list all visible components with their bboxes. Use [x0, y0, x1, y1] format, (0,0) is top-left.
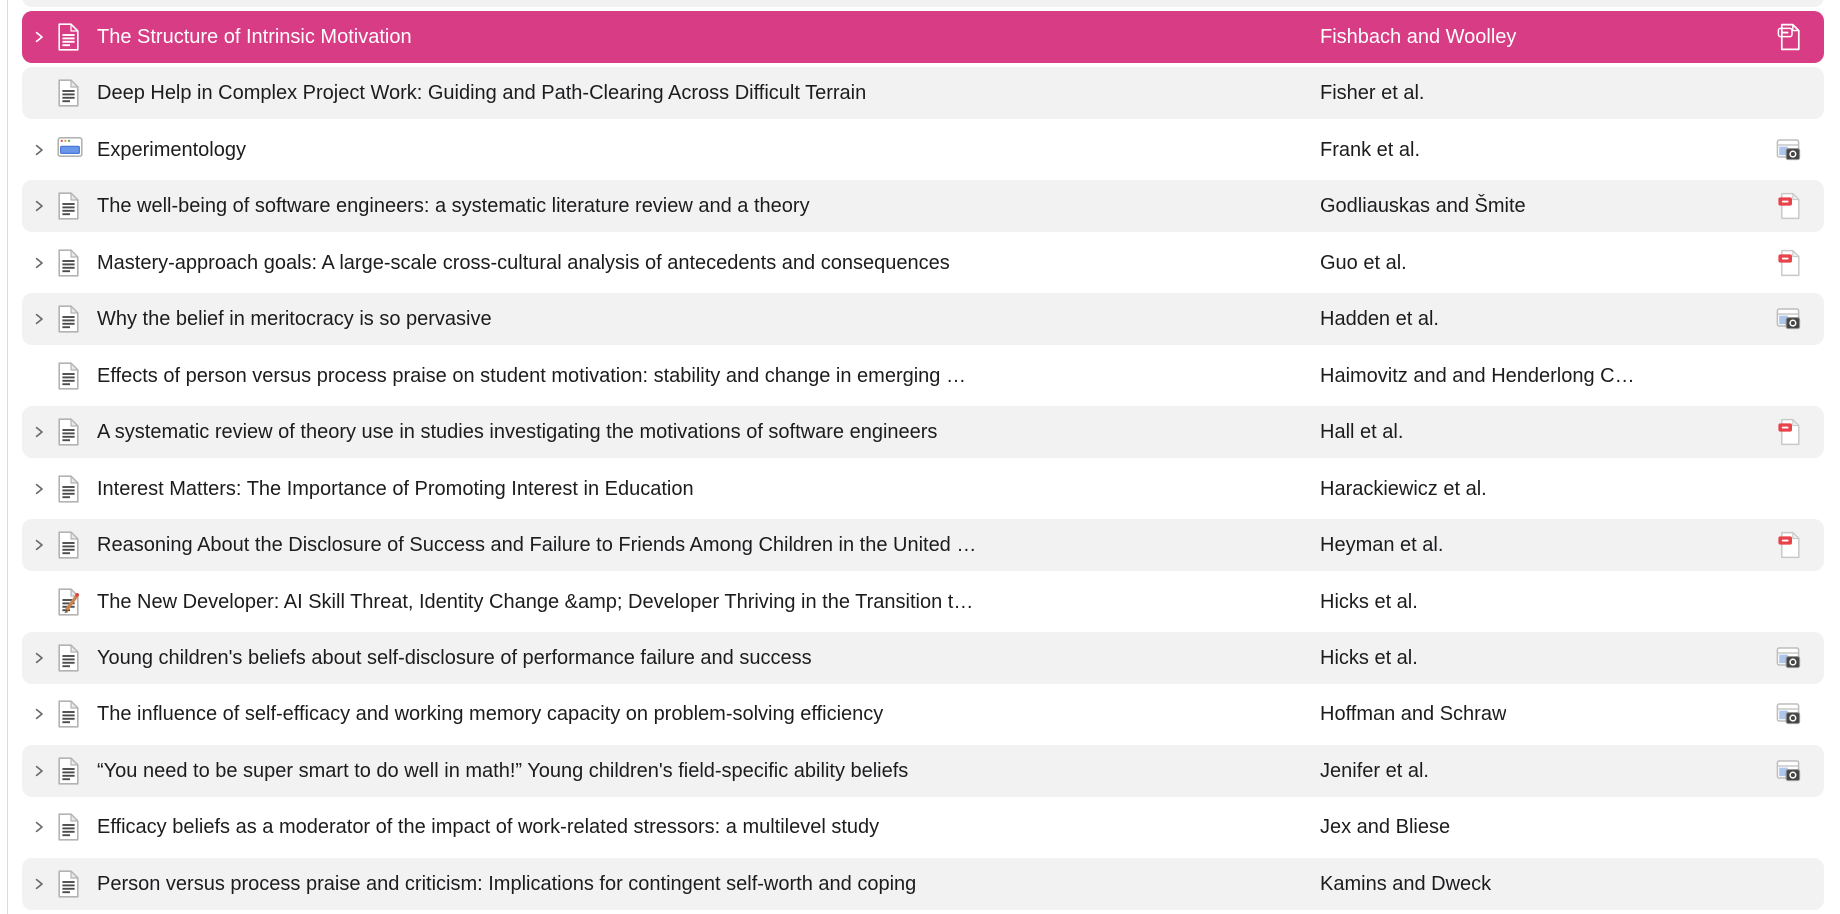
no-attachment: [1774, 858, 1804, 910]
item-title: Efficacy beliefs as a moderator of the impact of work-related stressors: a multilevel study: [97, 816, 880, 839]
chevron-right-icon[interactable]: [32, 820, 46, 834]
preprint-icon: [57, 588, 83, 616]
article-icon: [57, 475, 83, 503]
article-icon: [57, 757, 83, 785]
chevron-right-icon[interactable]: [32, 312, 46, 326]
no-attachment: [1774, 576, 1804, 628]
no-attachment: [1774, 67, 1804, 119]
item-row[interactable]: [22, 124, 1824, 176]
snapshot-attachment-icon: [1774, 124, 1804, 176]
chevron-right-icon[interactable]: [32, 199, 46, 213]
item-title: Why the belief in meritocracy is so pervasive: [97, 308, 492, 331]
item-creator: Fisher et al.: [1320, 82, 1425, 105]
item-creator: Haimovitz and and Henderlong C…: [1320, 364, 1635, 387]
item-row[interactable]: [22, 293, 1824, 345]
item-creator: Frank et al.: [1320, 138, 1421, 161]
item-title: Young children's beliefs about self-disclosure of performance failure and success: [97, 646, 812, 669]
item-title: Deep Help in Complex Project Work: Guiding and Path-Clearing Across Difficult Terrain: [97, 82, 867, 105]
article-icon: [57, 192, 83, 220]
article-icon: [57, 531, 83, 559]
item-title: Interest Matters: The Importance of Promoting Interest in Education: [97, 477, 694, 500]
item-title: The Structure of Intrinsic Motivation: [97, 26, 412, 48]
item-title: Effects of person versus process praise on student motivation: stability and change in emerging …: [97, 364, 966, 387]
article-icon: [57, 644, 83, 672]
pdf-attachment-icon: [1774, 237, 1804, 289]
item-creator: Heyman et al.: [1320, 534, 1444, 557]
article-icon: [57, 249, 83, 277]
article-icon: [57, 813, 83, 841]
snapshot-attachment-icon: [1774, 293, 1804, 345]
no-attachment: [1774, 801, 1804, 853]
article-icon: [57, 23, 83, 51]
chevron-right-icon[interactable]: [32, 764, 46, 778]
item-row[interactable]: [22, 350, 1824, 402]
chevron-right-icon[interactable]: [32, 482, 46, 496]
item-title: A systematic review of theory use in studies investigating the motivations of software engineers: [97, 421, 938, 444]
item-creator: Hicks et al.: [1320, 646, 1418, 669]
item-creator: Hall et al.: [1320, 421, 1404, 444]
item-row[interactable]: [22, 688, 1824, 740]
item-row[interactable]: [22, 237, 1824, 289]
item-title: The well-being of software engineers: a systematic literature review and a theory: [97, 195, 810, 218]
item-creator: Fishbach and Woolley: [1320, 26, 1517, 48]
item-creator: Jex and Bliese: [1320, 816, 1451, 839]
item-creator: Jenifer et al.: [1320, 759, 1429, 782]
item-creator: Kamins and Dweck: [1320, 872, 1492, 895]
item-row[interactable]: [22, 801, 1824, 853]
article-icon: [57, 418, 83, 446]
item-creator: Guo et al.: [1320, 251, 1407, 274]
item-row[interactable]: [22, 11, 1824, 63]
pdf-attachment-icon: [1774, 11, 1804, 63]
item-row[interactable]: [22, 463, 1824, 515]
pdf-attachment-icon: [1774, 180, 1804, 232]
webpage-icon: [57, 136, 83, 164]
chevron-right-icon[interactable]: [32, 538, 46, 552]
item-title: Mastery-approach goals: A large-scale cross-cultural analysis of antecedents and consequences: [97, 251, 950, 274]
chevron-right-icon[interactable]: [32, 651, 46, 665]
item-row[interactable]: [22, 745, 1824, 797]
item-title: Experimentology: [97, 138, 246, 161]
item-title: The New Developer: AI Skill Threat, Identity Change &amp; Developer Thriving in the Transition t…: [97, 590, 974, 613]
item-title: Reasoning About the Disclosure of Success and Failure to Friends Among Children in the United …: [97, 534, 977, 557]
chevron-right-icon[interactable]: [32, 256, 46, 270]
snapshot-attachment-icon: [1774, 632, 1804, 684]
item-title: The influence of self-efficacy and working memory capacity on problem-solving efficiency: [97, 703, 884, 726]
chevron-right-icon[interactable]: [32, 30, 46, 44]
item-row-partial[interactable]: [22, 0, 1824, 7]
article-icon: [57, 362, 83, 390]
pdf-attachment-icon: [1774, 519, 1804, 571]
item-row[interactable]: [22, 406, 1824, 458]
item-row[interactable]: [22, 576, 1824, 628]
item-creator: Harackiewicz et al.: [1320, 477, 1487, 500]
article-icon: [57, 79, 83, 107]
item-row[interactable]: [22, 180, 1824, 232]
chevron-right-icon[interactable]: [32, 143, 46, 157]
item-row[interactable]: [22, 519, 1824, 571]
chevron-right-icon[interactable]: [32, 877, 46, 891]
item-row[interactable]: [22, 858, 1824, 910]
item-creator: Godliauskas and Šmite: [1320, 195, 1526, 218]
chevron-right-icon[interactable]: [32, 707, 46, 721]
item-creator: Hoffman and Schraw: [1320, 703, 1507, 726]
item-row[interactable]: [22, 632, 1824, 684]
item-creator: Hadden et al.: [1320, 308, 1439, 331]
no-attachment: [1774, 350, 1804, 402]
chevron-right-icon[interactable]: [32, 425, 46, 439]
article-icon: [57, 700, 83, 728]
article-icon: [57, 305, 83, 333]
item-title: Person versus process praise and criticism: Implications for contingent self-worth and coping: [97, 872, 917, 895]
item-creator: Hicks et al.: [1320, 590, 1418, 613]
no-attachment: [1774, 463, 1804, 515]
snapshot-attachment-icon: [1774, 688, 1804, 740]
snapshot-attachment-icon: [1774, 745, 1804, 797]
pdf-attachment-icon: [1774, 406, 1804, 458]
item-title: “You need to be super smart to do well in math!” Young children's field-specific ability beliefs: [97, 759, 909, 782]
article-icon: [57, 870, 83, 898]
item-row[interactable]: [22, 67, 1824, 119]
